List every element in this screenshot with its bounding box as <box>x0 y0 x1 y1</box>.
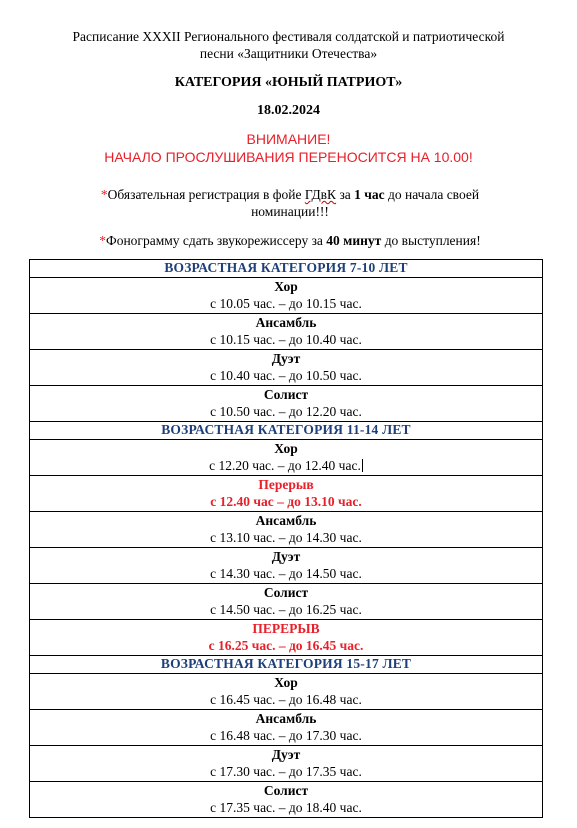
slot-name: Хор <box>274 279 298 294</box>
break-row <box>30 476 543 512</box>
table-row <box>30 386 543 422</box>
slot-time: с 14.50 час. – до 16.25 час. <box>210 601 362 617</box>
age-category-label: ВОЗРАСТНАЯ КАТЕГОРИЯ 11-14 ЛЕТ <box>30 422 543 440</box>
age-category-label: ВОЗРАСТНАЯ КАТЕГОРИЯ 15-17 ЛЕТ <box>30 656 543 674</box>
slot-name: Ансамбль <box>255 711 317 726</box>
slot-time: с 10.50 час. – до 12.20 час. <box>210 403 362 419</box>
table-row <box>30 278 543 314</box>
slot-name: Перерыв <box>258 477 314 492</box>
slot-time: с 17.35 час. – до 18.40 час. <box>210 799 362 815</box>
asterisk: * <box>100 187 108 202</box>
festival-title-line2: песни «Защитники Отечества» <box>199 46 378 61</box>
category-heading: КАТЕГОРИЯ «ЮНЫЙ ПАТРИОТ» <box>174 75 403 90</box>
warning-title: ВНИМАНИЕ! <box>246 131 331 147</box>
slot-name: Ансамбль <box>255 513 317 528</box>
table-row <box>30 440 543 476</box>
slot-name: Хор <box>274 675 298 690</box>
warning-text: НАЧАЛО ПРОСЛУШИВАНИЯ ПЕРЕНОСИТСЯ НА 10.00! <box>104 149 473 165</box>
slot-time: с 13.10 час. – до 14.30 час. <box>210 529 362 545</box>
slot-time: с 16.45 час. – до 16.48 час. <box>210 691 362 707</box>
festival-title <box>0 28 577 62</box>
note1-text-c: за <box>336 187 355 202</box>
slot-name: Солист <box>263 783 309 798</box>
slot-time: с 12.20 час. – до 12.40 час. <box>209 457 361 473</box>
age-category-row <box>30 260 543 278</box>
age-category-row <box>30 422 543 440</box>
age-category-label: ВОЗРАСТНАЯ КАТЕГОРИЯ 7-10 ЛЕТ <box>30 260 543 278</box>
slot-time: с 16.25 час. – до 16.45 час. <box>208 637 364 653</box>
note1-text-a: Обязательная регистрация в фойе <box>107 187 305 202</box>
slot-name: Дуэт <box>271 549 301 564</box>
slot-name: Солист <box>263 387 309 402</box>
asterisk: * <box>99 233 107 248</box>
text-cursor <box>362 459 363 472</box>
slot-name: Солист <box>263 585 309 600</box>
table-row <box>30 512 543 548</box>
break-row <box>30 620 543 656</box>
slot-time: с 17.30 час. – до 17.35 час. <box>210 763 362 779</box>
note1-bold: 1 час <box>354 187 385 202</box>
note1-venue: ГДвК <box>304 187 337 202</box>
note2-text-b: до выступления! <box>381 233 481 248</box>
age-category-row <box>30 656 543 674</box>
event-date: 18.02.2024 <box>257 103 320 118</box>
warning-block <box>0 130 577 166</box>
table-row <box>30 314 543 350</box>
note2-text-a: Фонограмму сдать звукорежиссеру за <box>106 233 327 248</box>
slot-name: Ансамбль <box>255 315 317 330</box>
slot-name: Хор <box>274 441 298 456</box>
slot-time: с 10.40 час. – до 10.50 час. <box>210 367 362 383</box>
slot-time: с 14.30 час. – до 14.50 час. <box>210 565 362 581</box>
slot-name: Дуэт <box>271 747 301 762</box>
slot-time: с 10.05 час. – до 10.15 час. <box>210 295 362 311</box>
festival-title-line1: Расписание XXXII Регионального фестиваля солдатской и патриотической <box>72 29 505 44</box>
table-row <box>30 548 543 584</box>
table-row <box>30 584 543 620</box>
note1-text-e: номинации!!! <box>251 204 329 219</box>
slot-name: ПЕРЕРЫВ <box>252 621 320 636</box>
slot-time: с 16.48 час. – до 17.30 час. <box>210 727 362 743</box>
table-row <box>30 674 543 710</box>
registration-note <box>60 186 520 220</box>
note1-text-d: до начала своей <box>384 187 480 202</box>
phonogram-note <box>60 232 520 249</box>
table-row <box>30 350 543 386</box>
slot-name: Дуэт <box>271 351 301 366</box>
note2-bold: 40 минут <box>326 233 382 248</box>
slot-time: с 10.15 час. – до 10.40 час. <box>210 331 362 347</box>
schedule-table <box>29 259 543 818</box>
table-row <box>30 782 543 818</box>
table-row <box>30 746 543 782</box>
slot-time: с 12.40 час – до 13.10 час. <box>210 493 362 509</box>
table-row <box>30 710 543 746</box>
